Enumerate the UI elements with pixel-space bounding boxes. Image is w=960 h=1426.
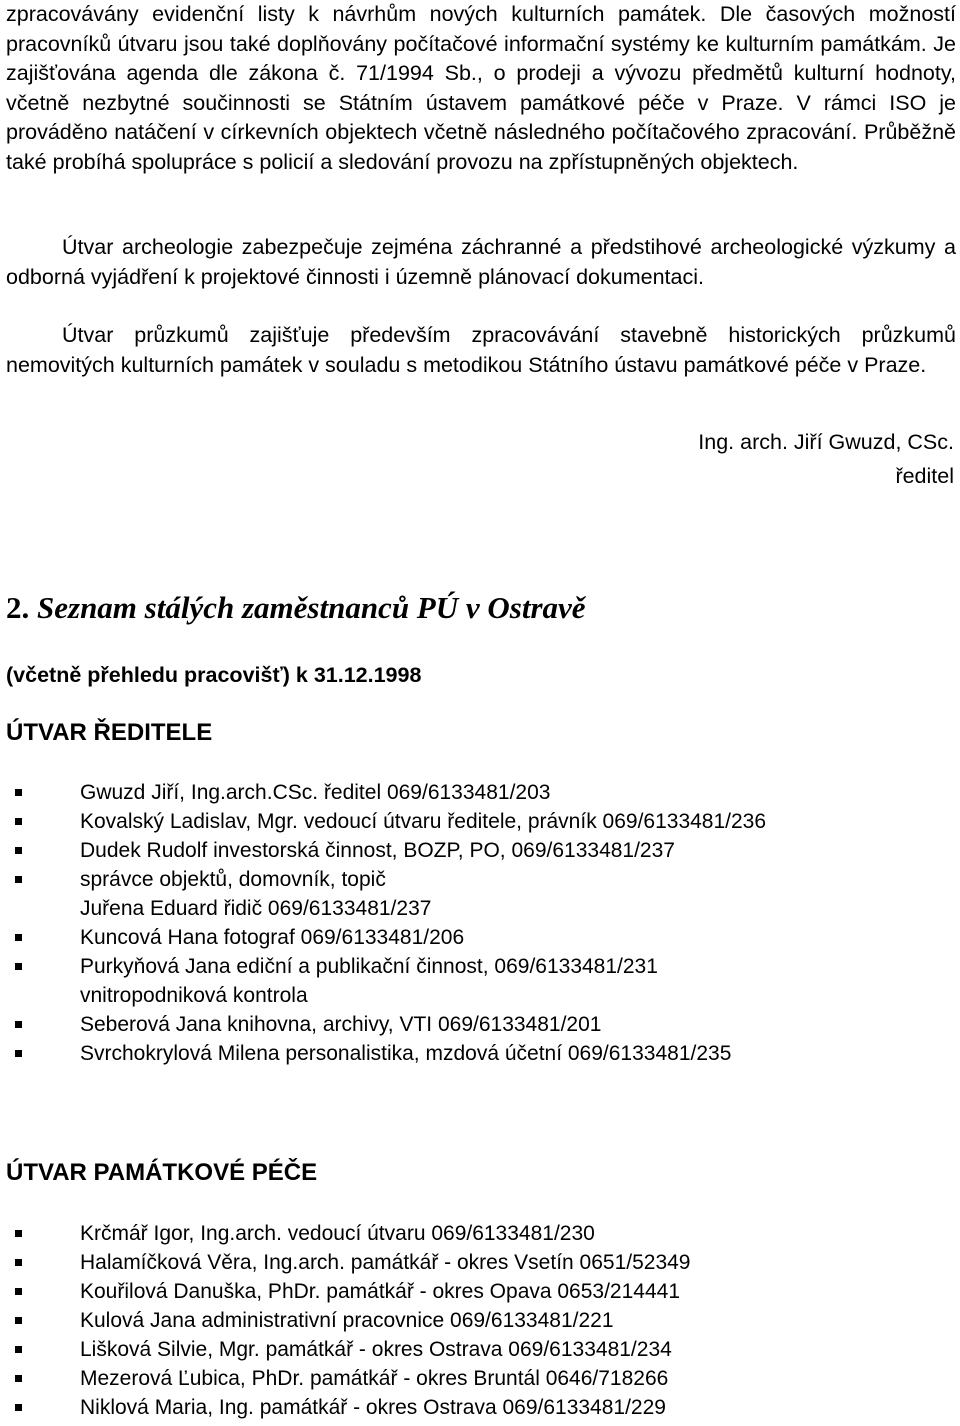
list-item [0,923,960,952]
list-item-text: Seberová Jana knihovna, archivy, VTI 069/6133481/201 [80,1013,602,1036]
list-item [0,865,960,894]
list-item-text: Gwuzd Jiří, Ing.arch.CSc. ředitel 069/6133481/203 [80,781,551,804]
square-bullet-icon [15,1346,22,1353]
list-item [0,981,960,1010]
section-heading [6,590,586,626]
director-unit-list [0,778,960,1068]
archeology-paragraph: Útvar archeologie zabezpečuje zejména záchranné a předstihové archeologické výzkumy a odborná vyjádření k projektové činnosti i územně plánovací dokumentaci. [6,235,956,289]
list-item [0,1364,960,1393]
list-item-text: správce objektů, domovník, topič [80,868,386,891]
list-item [0,1039,960,1068]
list-item [0,1010,960,1039]
square-bullet-icon [15,876,22,883]
list-item [0,807,960,836]
list-item [0,1248,960,1277]
list-item-text: Purkyňová Jana ediční a publikační činnost, 069/6133481/231 [80,955,658,978]
square-bullet-icon [15,789,22,796]
square-bullet-icon [15,1259,22,1266]
square-bullet-icon [15,1050,22,1057]
section-subtitle: (včetně přehledu pracovišť) k 31.12.1998 [6,663,422,687]
list-item [0,952,960,981]
list-item [0,1306,960,1335]
section-title: Seznam stálých zaměstnanců PÚ v Ostravě [37,590,586,625]
surveys-paragraph: Útvar průzkumů zajišťuje především zpracovávání stavebně historických průzkumů nemovitých kulturních památek v souladu s metodikou Státního ústavu památkové péče v Praze. [6,323,956,377]
list-item [0,1277,960,1306]
square-bullet-icon [15,934,22,941]
list-item-text: Niklová Maria, Ing. památkář - okres Ostrava 069/6133481/229 [80,1396,666,1419]
section-number: 2. [6,590,30,625]
director-unit-heading: ÚTVAR ŘEDITELE [6,719,213,746]
list-item-text: Kouřilová Danuška, PhDr. památkář - okres Opava 0653/214441 [80,1280,681,1303]
list-item [0,778,960,807]
square-bullet-icon [15,1317,22,1324]
list-item-text: vnitropodniková kontrola [80,984,308,1007]
list-item-text: Kovalský Ladislav, Mgr. vedoucí útvaru ředitele, právník 069/6133481/236 [80,810,767,833]
list-item-text: Dudek Rudolf investorská činnost, BOZP, PO, 069/6133481/237 [80,839,675,862]
heritage-unit-list [0,1219,960,1422]
square-bullet-icon [15,818,22,825]
signature-name: Ing. arch. Jiří Gwuzd, CSc. [698,430,954,454]
list-item [0,894,960,923]
list-item [0,1393,960,1422]
list-item [0,1335,960,1364]
square-bullet-icon [15,1375,22,1382]
heritage-unit-heading: ÚTVAR PAMÁTKOVÉ PÉČE [6,1159,318,1186]
square-bullet-icon [15,1288,22,1295]
intro-paragraph: zpracovávány evidenční listy k návrhům nových kulturních památek. Dle časových možností pracovníků útvaru jsou také doplňovány počítačové informační systémy ke kulturním památkám. Je zajišťována agenda dle zákona č. 71/1994 Sb., o prodeji a vývozu předmětů kulturní hodnoty, včetně nezbytné součinnosti se Státním ústavem památkové péče v Praze. V rámci ISO je prováděno natáčení v církevních objektech včetně následného počítačového zpracování. Průběžně také probíhá spolupráce s policií a sledování provozu na zpřístupněných objektech. [6,2,956,174]
square-bullet-icon [15,1230,22,1237]
list-item-text: Kuncová Hana fotograf 069/6133481/206 [80,926,465,949]
square-bullet-icon [15,1021,22,1028]
list-item-text: Kulová Jana administrativní pracovnice 069/6133481/221 [80,1309,614,1332]
square-bullet-icon [15,963,22,970]
square-bullet-icon [15,1404,22,1411]
list-item-text: Halamíčková Věra, Ing.arch. památkář - okres Vsetín 0651/52349 [80,1251,691,1274]
list-item-text: Juřena Eduard řidič 069/6133481/237 [80,897,432,920]
list-item-text: Lišková Silvie, Mgr. památkář - okres Ostrava 069/6133481/234 [80,1338,672,1361]
list-item-text: Krčmář Igor, Ing.arch. vedoucí útvaru 069/6133481/230 [80,1222,595,1245]
signature-title: ředitel [895,464,954,488]
list-item [0,1219,960,1248]
square-bullet-icon [15,847,22,854]
list-item-text: Svrchokrylová Milena personalistika, mzdová účetní 069/6133481/235 [80,1042,732,1065]
list-item-text: Mezerová Ľubica, PhDr. památkář - okres Bruntál 0646/718266 [80,1367,669,1390]
list-item [0,836,960,865]
